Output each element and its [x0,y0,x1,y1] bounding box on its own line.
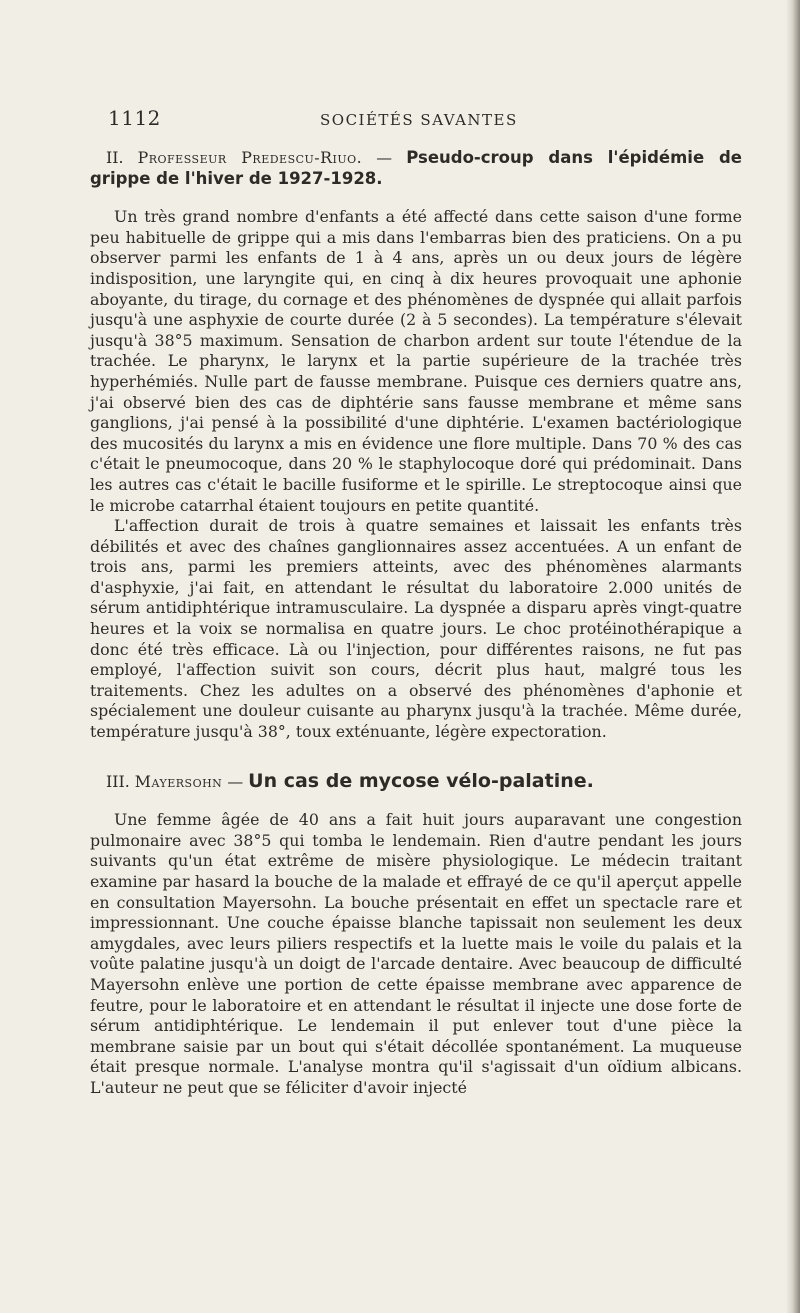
section-3-author: Mayersohn [134,771,223,791]
section-2-paragraph-2: L'affection durait de trois à quatre semaines et laissait les enfants très débilités et avec des chaînes ganglionnaires assez accentuées. A un enfant de trois ans, parmi les premiers atteints, avec des phénomènes alarmants d'asphyxie, j'ai fait, en attendant le résultat du laboratoire 2.000 unités de sérum antidiphtérique intramusculaire. La dyspnée a disparu après vingt-quatre heures et la voix se normalisa en quatre jours. Le choc protéinothérapique a donc été très efficace. Là ou l'injection, pour différentes raisons, ne fut pas employé, l'affection suivit son cours, décrit plus haut, malgré tous les traitements. Chez les adultes on a observé des phénomènes d'aphonie et spécialement une douleur cuisante au pharynx jusqu'à la trachée. Même durée, température jusqu'à 38°, toux exténuante, légère expectoration. [90,516,742,742]
section-3-heading [90,771,742,793]
page-header [108,106,700,134]
section-2-author: Professeur Predescu-Riuo. [137,148,363,167]
section-2-dash: — [362,148,407,167]
page-number: 1112 [108,106,161,130]
section-3-title: Un cas de mycose vélo-palatine. [248,769,594,792]
section-2-title: Pseudo-croup dans l'épidémie de grippe de l'hiver de 1927-1928. [90,148,742,188]
spacer [90,792,742,810]
section-2-paragraph-1: Un très grand nombre d'enfants a été affecté dans cette saison d'une forme peu habituelle de grippe qui a mis dans l'embarras bien des praticiens. On a pu observer parmi les enfants de 1 à 4 ans, après un ou deux jours de légère indisposition, une laryngite qui, en cinq à dix heures provoquait une aphonie aboyante, du tirage, du cornage et des phénomènes de dyspnée qui allait parfois jusqu'à une asphyxie de courte durée (2 à 5 secondes). La température s'élevait jusqu'à 38°5 maximum. Sensation de charbon ardent sur toute l'étendue de la trachée. Le pharynx, le larynx et la partie supérieure de la trachée très hyperhémiés. Nulle part de fausse membrane. Puisque ces derniers quatre ans, j'ai observé bien des cas de diphtérie sans fausse membrane et même sans ganglions, j'ai pensé à la possibilité d'une diphtérie. L'examen bactériologique des mucosités du larynx a mis en évidence une flore multiple. Dans 70 % des cas c'était le pneumocoque, dans 20 % le staphylocoque doré qui prédominait. Dans les autres cas c'était le bacille fusiforme et le spirille. Le streptocoque ainsi que le microbe catarrhal étaient toujours en petite quantité. [90,207,742,515]
spacer [90,743,742,771]
article-body [90,148,742,1099]
section-3-dash: — [222,771,249,791]
section-2-numeral: II. [106,148,124,167]
section-3-paragraph-1: Une femme âgée de 40 ans a fait huit jours auparavant une congestion pulmonaire avec 38°5 qui tomba le lendemain. Rien d'autre pendant les jours suivants qu'un état extrême de misère physiologique. Le médecin traitant examine par hasard la bouche de la malade et effrayé de ce qu'il aperçut appelle en consultation Mayersohn. La bouche présentait en effet un spectacle rare et impressionnant. Une couche épaisse blanche tapissait non seulement les deux amygdales, avec leurs piliers respectifs et la luette mais le voile du palais et la voûte palatine jusqu'à un doigt de l'arcade dentaire. Avec beaucoup de difficulté Mayersohn enlève une portion de cette épaisse membrane avec apparence de feutre, pour le laboratoire et en attendant le résultat il injecte une dose forte de sérum antidiphtérique. Le lendemain il put enlever tout d'une pièce la membrane saisie par un bout qui s'était décollée spontanément. La muqueuse était presque normale. L'analyse montra qu'il s'agissait d'un oïdium albicans. L'auteur ne peut que se féliciter d'avoir injecté [90,810,742,1097]
running-head: SOCIÉTÉS SAVANTES [320,111,518,129]
spacer [90,189,742,207]
section-2-heading [90,148,742,189]
section-3-numeral: III. [106,771,130,791]
page-edge-shadow [786,0,800,1313]
